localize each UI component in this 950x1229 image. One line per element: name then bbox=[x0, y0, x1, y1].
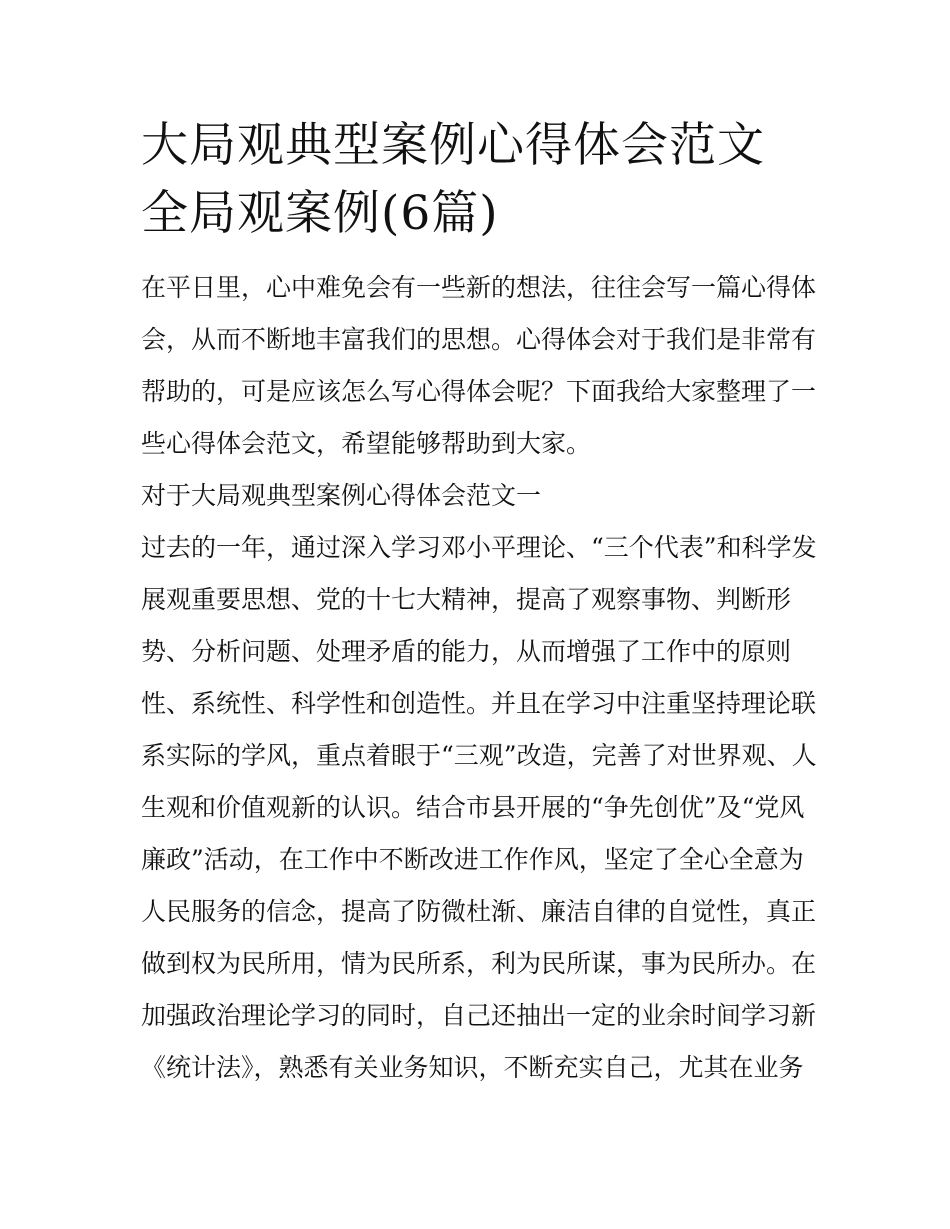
section-paragraph bbox=[141, 522, 817, 1094]
intro-line: 会，从而不断地丰富我们的思想。心得体会对于我们是非常有 bbox=[141, 325, 817, 354]
section-line: 展观重要思想、党的十七大精神，提高了观察事物、判断形 bbox=[141, 585, 792, 614]
section-line: 过去的一年，通过深入学习邓小平理论、“三个代表”和科学发 bbox=[141, 533, 817, 562]
intro-line: 在平日里，心中难免会有一些新的想法，往往会写一篇心得体 bbox=[141, 273, 817, 302]
document-page bbox=[141, 112, 817, 1094]
section-line: 廉政”活动，在工作中不断改进工作作风，坚定了全心全意为 bbox=[141, 845, 804, 874]
section-line: 生观和价值观新的认识。结合市县开展的“争先创优”及“党风 bbox=[141, 793, 805, 822]
section-line: 系实际的学风，重点着眼于“三观”改造，完善了对世界观、人 bbox=[141, 741, 817, 770]
title-line-1: 大局观典型案例心得体会范文 bbox=[141, 118, 765, 173]
section-line: 《统计法》，熟悉有关业务知识，不断充实自己，尤其在业务 bbox=[141, 1053, 804, 1082]
document-title bbox=[141, 112, 813, 248]
document-body bbox=[141, 262, 817, 1094]
section-line: 势、分析问题、处理矛盾的能力，从而增强了工作中的原则 bbox=[141, 637, 792, 666]
section-line: 人民服务的信念，提高了防微杜渐、廉洁自律的自觉性，真正 bbox=[141, 897, 817, 926]
section-line: 性、系统性、科学性和创造性。并且在学习中注重坚持理论联 bbox=[141, 689, 817, 718]
title-line-2: 全局观案例(6篇) bbox=[141, 186, 499, 241]
section-heading: 对于大局观典型案例心得体会范文一 bbox=[141, 481, 542, 510]
intro-paragraph bbox=[141, 262, 817, 470]
section-line: 加强政治理论学习的同时，自己还抽出一定的业余时间学习新 bbox=[141, 1001, 817, 1030]
intro-line: 些心得体会范文，希望能够帮助到大家。 bbox=[141, 429, 592, 458]
section-line: 做到权为民所用，情为民所系，利为民所谋，事为民所办。在 bbox=[141, 949, 817, 978]
intro-line: 帮助的，可是应该怎么写心得体会呢？下面我给大家整理了一 bbox=[141, 377, 817, 406]
